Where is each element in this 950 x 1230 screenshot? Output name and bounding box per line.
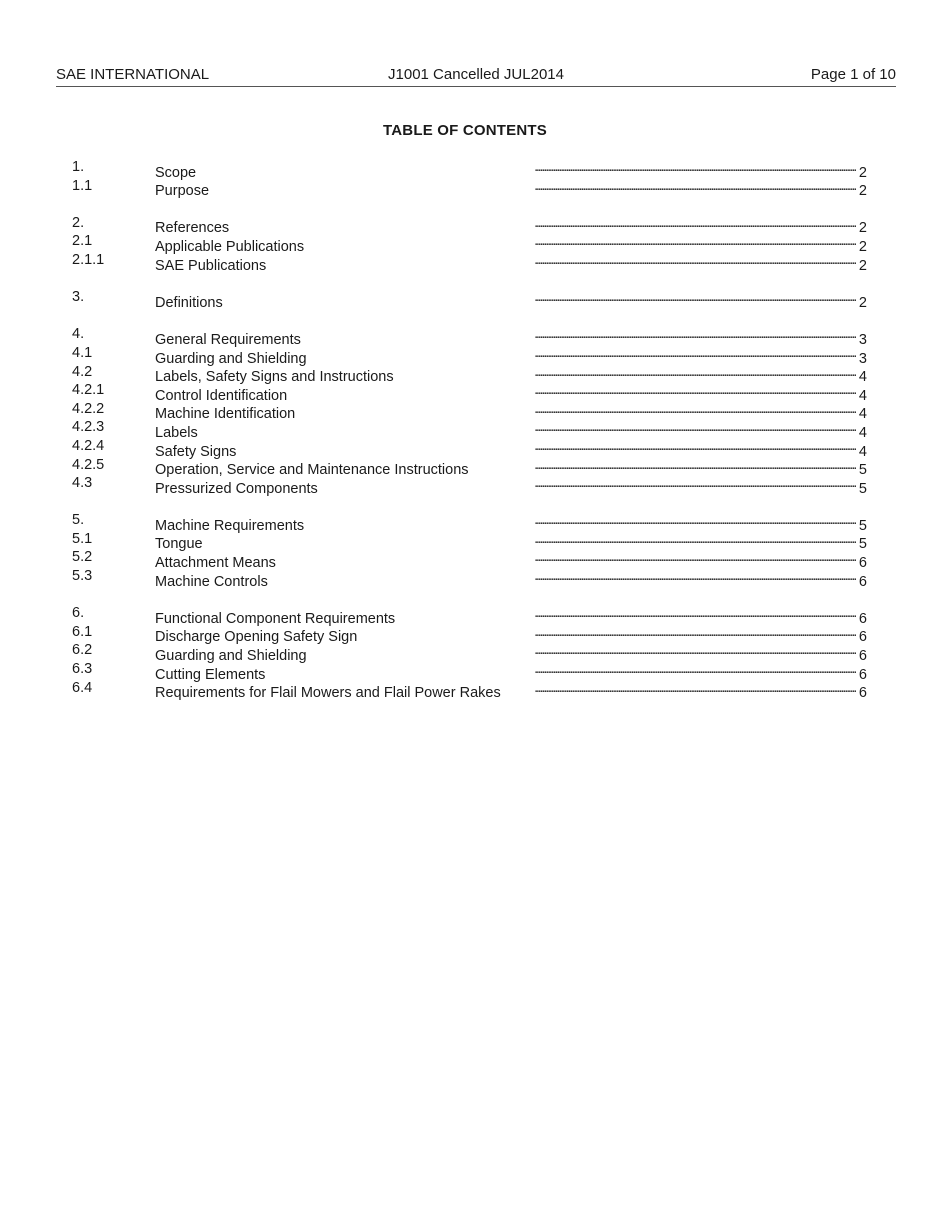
toc-entry-title: Machine Requirements: [155, 517, 305, 534]
toc-entry-number: 6.3: [72, 661, 93, 678]
toc-entry-page: 2: [858, 238, 867, 255]
toc-entry-number: 4.3: [72, 475, 93, 492]
table-of-contents: [72, 158, 867, 702]
toc-dot-leader: [297, 400, 856, 419]
toc-entry-title: Guarding and Shielding: [155, 350, 307, 367]
toc-entry-title: Attachment Means: [155, 555, 276, 572]
toc-entry[interactable]: [72, 660, 867, 683]
toc-entry[interactable]: [72, 288, 867, 311]
toc-entry-number: 4.: [72, 326, 85, 343]
toc-entry[interactable]: [72, 232, 867, 255]
toc-entry-number: 1.: [72, 159, 85, 175]
toc-dot-leader: [200, 418, 856, 437]
toc-entry-page: 5: [858, 462, 867, 479]
toc-dot-leader: [397, 604, 856, 623]
toc-entry-page: 4: [858, 424, 867, 441]
toc-entry-title: Machine Identification: [155, 406, 296, 423]
toc-dot-leader: [306, 232, 856, 251]
toc-dot-leader: [396, 363, 856, 382]
toc-dot-leader: [320, 474, 856, 493]
toc-entry-page: 6: [858, 666, 867, 683]
toc-entry-number: 4.2: [72, 363, 93, 380]
toc-entry-number: 6.4: [72, 679, 93, 696]
toc-entry-page: 5: [858, 480, 867, 497]
toc-dot-leader: [268, 251, 856, 270]
toc-dot-leader: [267, 660, 856, 679]
toc-dot-leader: [303, 325, 856, 344]
toc-entry-title: SAE Publications: [155, 257, 267, 274]
toc-dot-leader: [309, 641, 856, 660]
toc-dot-leader: [503, 679, 856, 698]
toc-entry-page: 6: [858, 610, 867, 627]
toc-entry-title: Requirements for Flail Mowers and Flail Power Rakes: [155, 685, 501, 702]
toc-entry-number: 6.: [72, 605, 85, 622]
toc-entry-title: Control Identification: [155, 387, 288, 404]
toc-entry-number: 4.2.1: [72, 382, 105, 399]
toc-entry[interactable]: [72, 325, 867, 348]
toc-entry-page: 6: [858, 648, 867, 665]
toc-entry-page: 3: [858, 350, 867, 367]
toc-entry-page: 2: [858, 294, 867, 311]
toc-dot-leader: [238, 437, 856, 456]
toc-entry[interactable]: [72, 456, 867, 479]
toc-entry-number: 2.1.1: [72, 251, 105, 268]
toc-entry-page: 4: [858, 406, 867, 423]
toc-entry-page: 4: [858, 387, 867, 404]
toc-dot-leader: [198, 158, 856, 177]
toc-entry-title: Cutting Elements: [155, 666, 266, 683]
toc-entry-number: 4.1: [72, 344, 93, 361]
toc-entry-title: Functional Component Requirements: [155, 610, 396, 627]
toc-entry-number: 2.1: [72, 233, 93, 250]
toc-dot-leader: [211, 177, 856, 196]
toc-entry-title: Safety Signs: [155, 443, 237, 460]
toc-entry[interactable]: [72, 474, 867, 497]
toc-entry-number: 4.2.2: [72, 400, 105, 417]
toc-entry-page: 2: [858, 220, 867, 237]
toc-entry[interactable]: [72, 641, 867, 665]
toc-entry-page: 6: [858, 629, 867, 646]
toc-dot-leader: [205, 530, 856, 549]
toc-entry-number: 4.2.3: [72, 419, 105, 436]
toc-entry-page: 4: [858, 443, 867, 460]
toc-entry-title: References: [155, 220, 230, 237]
toc-entry-title: Scope: [155, 164, 197, 181]
toc-entry-title: Discharge Opening Safety Sign: [155, 629, 358, 646]
header-page-number: Page 1 of 10: [810, 66, 896, 83]
toc-entry[interactable]: [72, 679, 867, 702]
toc-dot-leader: [231, 214, 856, 233]
toc-entry[interactable]: [72, 381, 867, 404]
toc-entry-page: 5: [858, 517, 867, 534]
toc-entry-number: 4.2.4: [72, 437, 105, 454]
toc-entry[interactable]: [72, 604, 867, 627]
toc-entry[interactable]: [72, 158, 867, 181]
toc-entry[interactable]: [72, 530, 867, 553]
toc-dot-leader: [225, 288, 856, 307]
toc-entry-number: 6.1: [72, 623, 93, 640]
toc-dot-leader: [306, 511, 856, 530]
toc-entry-number: 5.: [72, 512, 85, 529]
toc-entry[interactable]: [72, 511, 867, 534]
toc-entry-title: Labels: [155, 424, 198, 441]
toc-entry-page: 4: [858, 369, 867, 386]
toc-entry-title: Machine Controls: [155, 573, 268, 590]
toc-entry-page: 3: [858, 331, 867, 348]
toc-dot-leader: [289, 381, 856, 400]
toc-entry[interactable]: [72, 418, 867, 441]
toc-entry-page: 2: [858, 164, 867, 181]
toc-dot-leader: [471, 456, 856, 475]
toc-entry[interactable]: [72, 437, 867, 460]
toc-entry-number: 5.1: [72, 530, 93, 547]
toc-entry-title: Applicable Publications: [155, 238, 305, 255]
toc-entry-number: 1.1: [72, 177, 93, 194]
toc-entry[interactable]: [72, 400, 867, 423]
toc-entry-title: Definitions: [155, 294, 223, 311]
toc-entry-number: 6.2: [72, 642, 93, 659]
header-organization: SAE INTERNATIONAL: [56, 66, 210, 83]
toc-entry-number: 5.3: [72, 568, 93, 585]
toc-title: TABLE OF CONTENTS: [383, 122, 547, 139]
toc-entry-page: 2: [858, 257, 867, 274]
toc-dot-leader: [270, 567, 856, 586]
toc-entry[interactable]: [72, 363, 867, 386]
toc-entry[interactable]: [72, 214, 867, 237]
toc-entry-page: 6: [858, 555, 867, 572]
toc-entry[interactable]: [72, 623, 867, 646]
toc-entry-number: 2.: [72, 214, 85, 231]
toc-dot-leader: [278, 548, 856, 567]
toc-entry-page: 2: [858, 183, 867, 200]
toc-entry-title: Purpose: [155, 183, 210, 200]
toc-entry[interactable]: [72, 548, 867, 572]
toc-entry-number: 5.2: [72, 549, 93, 566]
toc-entry-title: Operation, Service and Maintenance Instructions: [155, 462, 469, 479]
toc-entry-title: Pressurized Components: [155, 480, 318, 497]
toc-entry-page: 6: [858, 573, 867, 590]
toc-entry-page: 5: [858, 536, 867, 553]
header-document-status: J1001 Cancelled JUL2014: [388, 66, 564, 83]
toc-entry[interactable]: [72, 344, 867, 367]
toc-entry-title: Tongue: [155, 536, 203, 553]
toc-dot-leader: [359, 623, 856, 642]
toc-dot-leader: [309, 344, 856, 363]
toc-entry-number: 3.: [72, 289, 85, 306]
toc-entry[interactable]: [72, 177, 867, 200]
toc-entry[interactable]: [72, 251, 867, 274]
toc-entry-title: Labels, Safety Signs and Instructions: [155, 369, 394, 386]
toc-entry-number: 4.2.5: [72, 456, 105, 473]
page-header: [56, 66, 896, 87]
toc-entry[interactable]: [72, 567, 867, 590]
toc-entry-title: General Requirements: [155, 331, 301, 348]
toc-entry-title: Guarding and Shielding: [155, 648, 307, 665]
toc-entry-page: 6: [858, 685, 867, 702]
